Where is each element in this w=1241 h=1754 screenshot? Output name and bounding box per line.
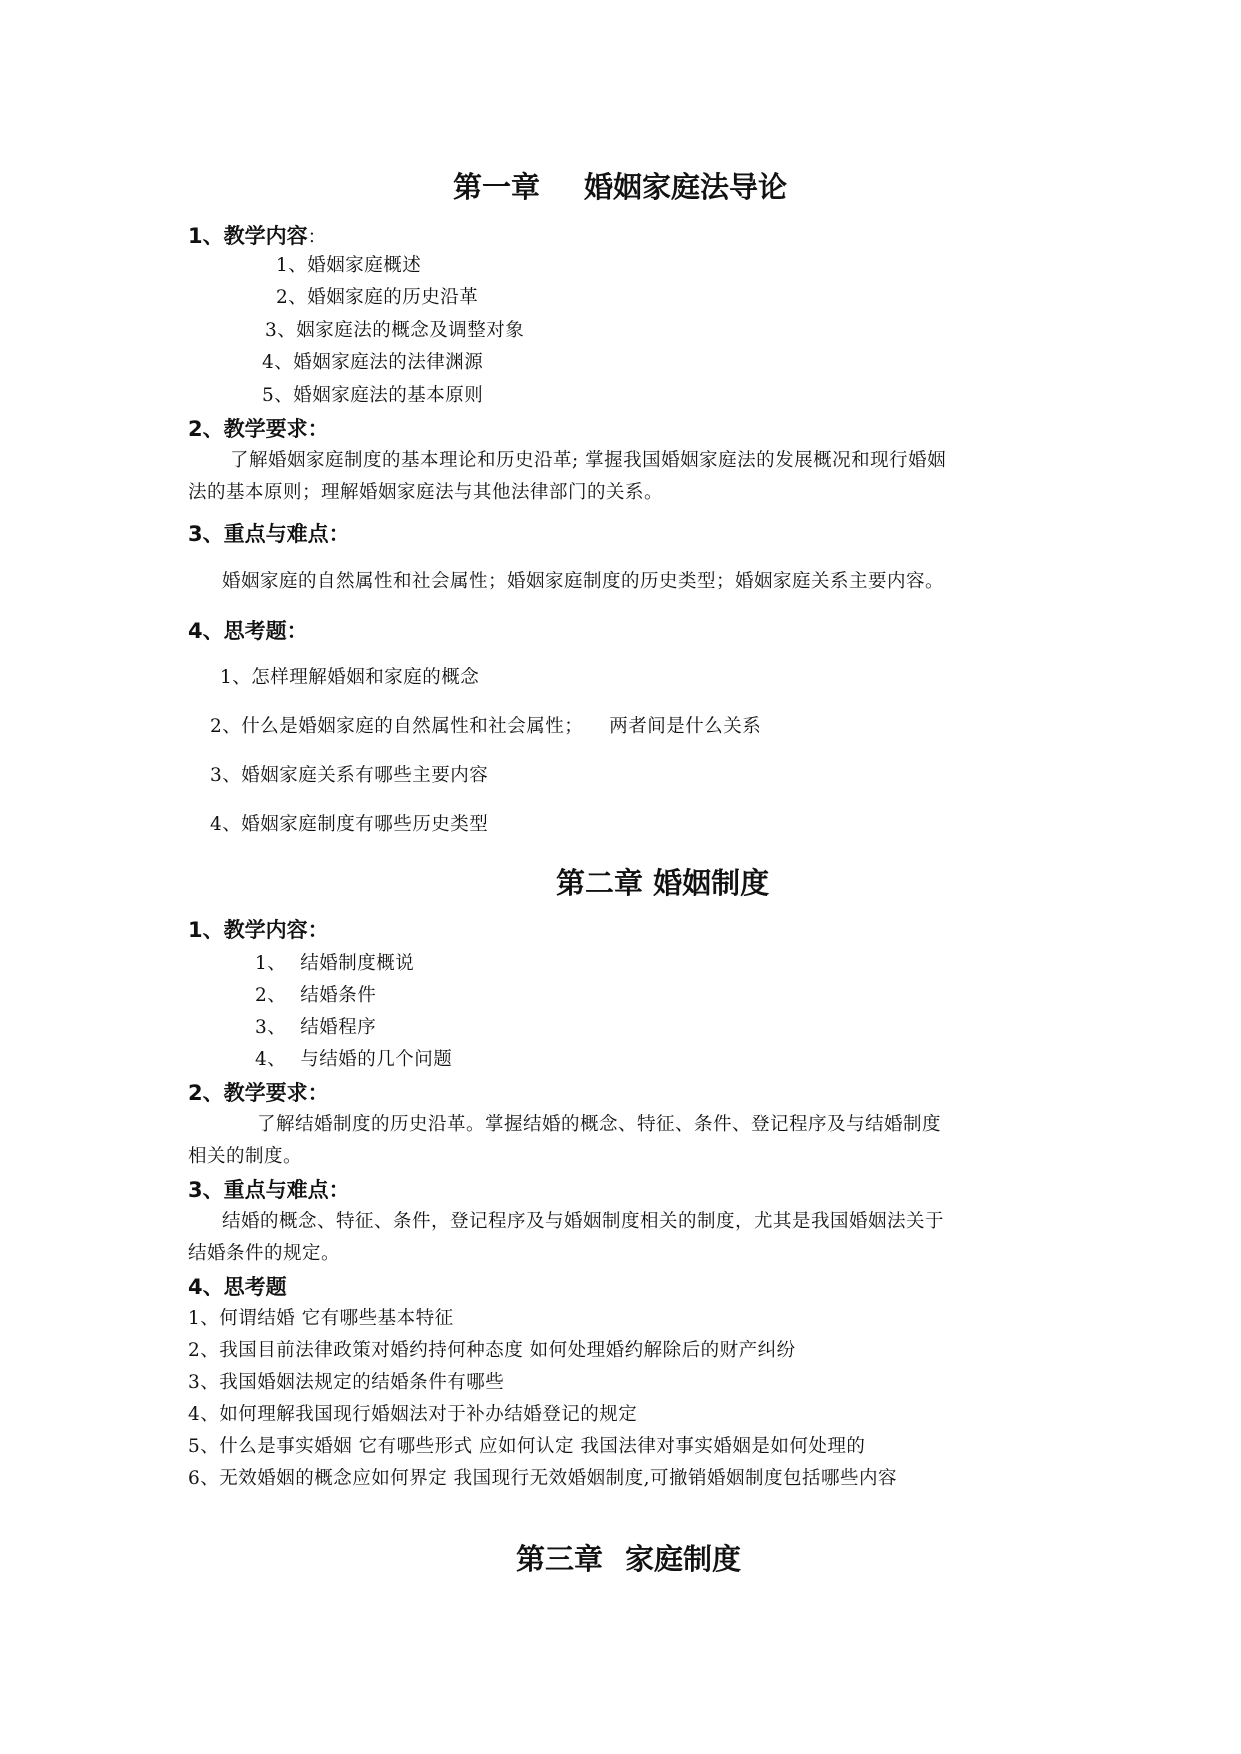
- ch1-section-3-heading: [188, 518, 350, 548]
- item-text: 结婚条件: [300, 985, 377, 1006]
- section-colon: ：: [307, 227, 327, 248]
- section-label: 重点与难点：: [223, 522, 350, 546]
- section-number: 3、: [188, 1178, 224, 1202]
- section-label: 思考题：: [223, 619, 308, 643]
- section-number: 2、: [188, 417, 224, 441]
- ch1-section-2-heading: [188, 413, 329, 443]
- question-text: 两者间是什么关系: [609, 716, 762, 737]
- section-label: 思考题: [223, 1275, 287, 1299]
- chapter-2-title: 第二章 婚姻制度: [556, 866, 770, 900]
- ch2-section-4-heading: [188, 1271, 287, 1301]
- ch2-section-2-heading: [188, 1077, 329, 1107]
- ch1-section-1-heading: [188, 220, 327, 250]
- ch2-requirement-line-2: 相关的制度。: [188, 1146, 303, 1167]
- ch1-question-2: [210, 712, 761, 738]
- item-text: 结婚制度概说: [300, 953, 415, 974]
- ch2-question-2: 2、我国目前法律政策对婚约持何种态度 如何处理婚约解除后的财产纠纷: [188, 1340, 796, 1361]
- section-number: 1、: [188, 918, 224, 942]
- section-number: 3、: [188, 522, 224, 546]
- ch1-content-item-4: 4、婚姻家庭法的法律渊源: [262, 352, 484, 373]
- section-label: 教学内容: [223, 224, 308, 248]
- section-label: 教学内容：: [223, 918, 329, 942]
- ch1-question-3: 3、婚姻家庭关系有哪些主要内容: [210, 765, 489, 786]
- chapter-1-number: 第一章: [453, 170, 541, 204]
- ch2-key-line-1: 结婚的概念、特征、条件，登记程序及与婚姻制度相关的制度，尤其是我国婚姻法关于: [222, 1211, 945, 1232]
- ch1-content-item-3: 3、姻家庭法的概念及调整对象: [265, 320, 525, 341]
- ch2-content-item-4: [255, 1045, 452, 1071]
- ch2-requirement-line-1: 了解结婚制度的历史沿革。掌握结婚的概念、特征、条件、登记程序及与结婚制度: [257, 1114, 942, 1135]
- section-number: 2、: [188, 1081, 224, 1105]
- section-number: 4、: [188, 1275, 224, 1299]
- ch2-key-line-2: 结婚条件的规定。: [188, 1243, 341, 1264]
- chapter-3-name: 家庭制度: [625, 1542, 742, 1576]
- item-number: 4、: [255, 1049, 287, 1070]
- ch2-question-6: 6、无效婚姻的概念应如何界定 我国现行无效婚姻制度,可撤销婚姻制度包括哪些内容: [188, 1468, 898, 1489]
- ch1-section-4-heading: [188, 615, 308, 645]
- ch2-content-item-2: [255, 981, 376, 1007]
- ch2-question-4: 4、如何理解我国现行婚姻法对于补办结婚登记的规定: [188, 1404, 638, 1425]
- ch2-content-item-1: [255, 949, 414, 975]
- section-number: 1、: [188, 224, 224, 248]
- item-text: 结婚程序: [300, 1017, 377, 1038]
- ch1-question-4: 4、婚姻家庭制度有哪些历史类型: [210, 814, 489, 835]
- ch1-key-points: 婚姻家庭的自然属性和社会属性；婚姻家庭制度的历史类型；婚姻家庭关系主要内容。: [222, 571, 945, 592]
- ch1-content-item-5: 5、婚姻家庭法的基本原则: [262, 385, 484, 406]
- ch2-question-3: 3、我国婚姻法规定的结婚条件有哪些: [188, 1372, 505, 1393]
- section-label: 教学要求：: [223, 417, 329, 441]
- chapter-3-title: [516, 1537, 741, 1578]
- chapter-1-title: [453, 165, 787, 206]
- ch1-requirement-line-1: 了解婚姻家庭制度的基本理论和历史沿革; 掌握我国婚姻家庭法的发展概况和现行婚姻: [230, 450, 947, 471]
- ch1-question-1: 1、怎样理解婚姻和家庭的概念: [220, 667, 480, 688]
- chapter-1-name: 婚姻家庭法导论: [584, 170, 788, 204]
- ch2-section-3-heading: [188, 1174, 350, 1204]
- item-text: 与结婚的几个问题: [300, 1049, 453, 1070]
- item-number: 1、: [255, 953, 287, 974]
- ch1-requirement-line-2: 法的基本原则；理解婚姻家庭法与其他法律部门的关系。: [188, 482, 664, 503]
- ch1-content-item-2: 2、婚姻家庭的历史沿革: [276, 287, 479, 308]
- ch2-content-item-3: [255, 1013, 376, 1039]
- question-text: 2、什么是婚姻家庭的自然属性和社会属性；: [210, 716, 584, 737]
- ch2-section-1-heading: [188, 914, 329, 944]
- section-number: 4、: [188, 619, 224, 643]
- section-label: 重点与难点：: [223, 1178, 350, 1202]
- ch2-question-1: 1、何谓结婚 它有哪些基本特征: [188, 1308, 454, 1329]
- section-label: 教学要求：: [223, 1081, 329, 1105]
- chapter-3-number: 第三章: [516, 1542, 604, 1576]
- ch1-content-item-1: 1、婚姻家庭概述: [276, 255, 422, 276]
- ch2-question-5: 5、什么是事实婚姻 它有哪些形式 应如何认定 我国法律对事实婚姻是如何处理的: [188, 1436, 866, 1457]
- item-number: 2、: [255, 985, 287, 1006]
- item-number: 3、: [255, 1017, 287, 1038]
